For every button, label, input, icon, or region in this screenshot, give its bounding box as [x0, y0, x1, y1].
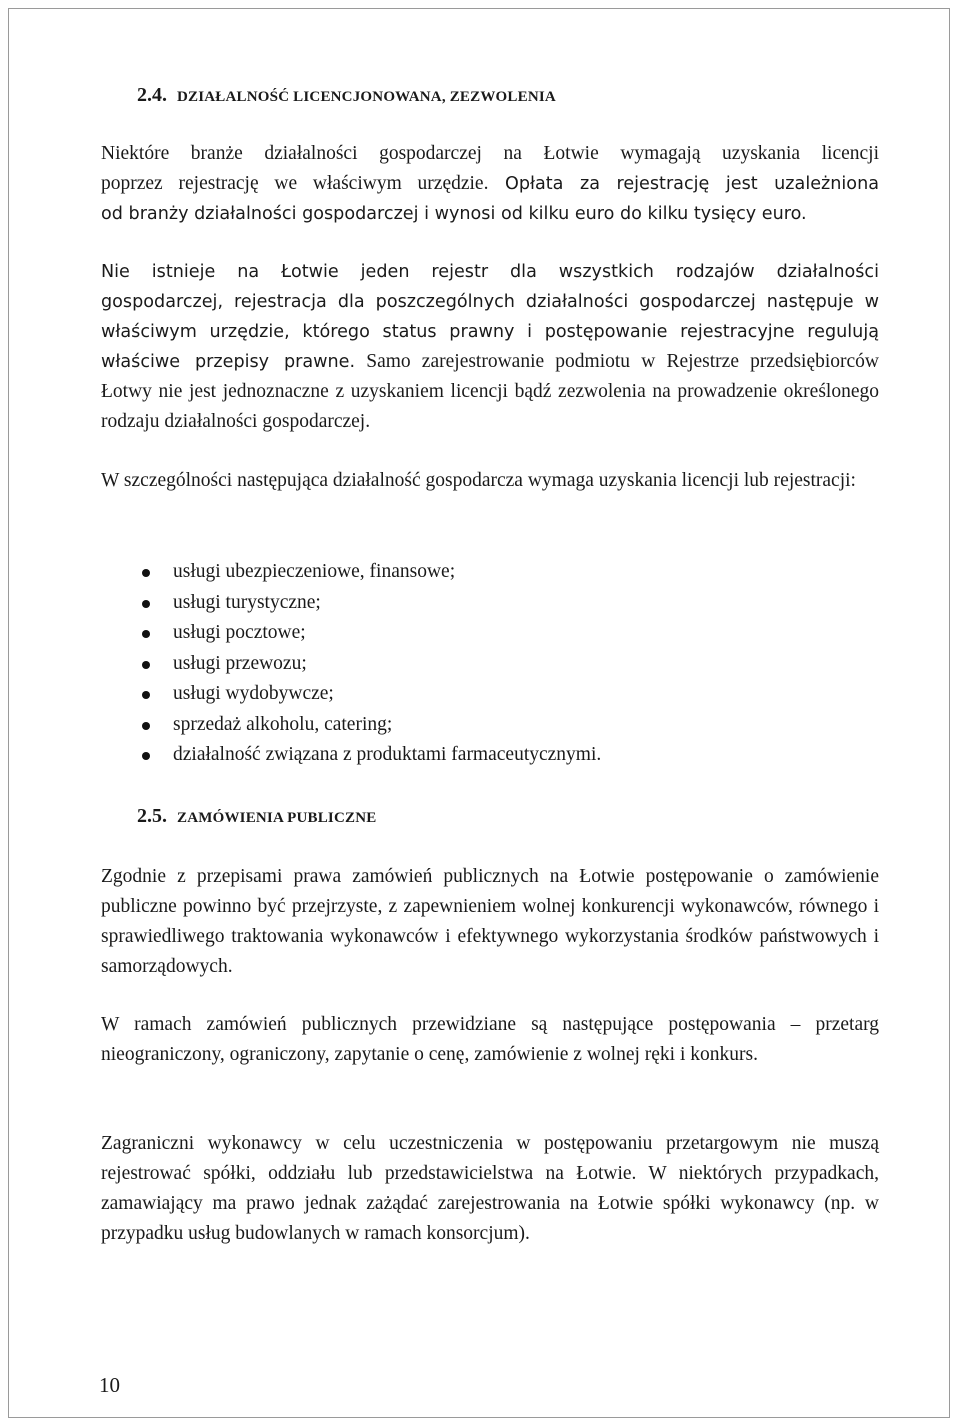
list-item-text: usługi pocztowe;	[173, 622, 306, 643]
activity-list	[101, 557, 601, 771]
list-item	[101, 740, 601, 771]
page-number: 10	[99, 1373, 120, 1397]
list-item	[101, 649, 601, 680]
paragraph-line: Niektóre branże działalności gospodarczej na Łotwie wymagają uzyskania licencji	[101, 143, 879, 164]
list-item	[101, 557, 601, 588]
list-item	[101, 618, 601, 649]
paragraph-fragment: Opłata za rejestrację jest uzależniona	[488, 174, 879, 194]
paragraph-public-procurement: Zgodnie z przepisami prawa zamówień publicznych na Łotwie postępowanie o zamówienie publiczne powinno być przejrzyste, z zapewnieniem wolnej konkurencji wykonawców, równego i sprawiedliwego traktowania wykonawców i efektywnego wykorzystania środków państwowych i samorządowych.	[101, 866, 879, 977]
list-item-text: usługi przewozu;	[173, 652, 307, 674]
section-heading-2-5	[137, 805, 376, 828]
bullet-icon	[142, 722, 150, 730]
paragraph-procedures: W ramach zamówień publicznych przewidziane są następujące postępowania – przetarg nieograniczony, ograniczony, zapytanie o cenę, zamówienie z wolnej ręki i konkurs.	[101, 1014, 879, 1065]
section-heading-2-4	[137, 84, 556, 107]
paragraph-line: od branży działalności gospodarczej i wynosi od kilku euro do kilku tysięcy euro.	[101, 204, 807, 224]
list-item-text: działalność związana z produktami farmaceutycznymi.	[173, 744, 602, 765]
section-number: 2.5.	[137, 805, 167, 827]
paragraph-registry	[101, 257, 879, 437]
list-item-text: usługi wydobywcze;	[173, 683, 334, 704]
section-title: DZIAŁALNOŚĆ LICENCJONOWANA, ZEZWOLENIA	[177, 89, 556, 105]
bullet-icon	[142, 691, 150, 699]
list-item-text: usługi ubezpieczeniowe, finansowe;	[173, 561, 456, 582]
paragraph-required-activities: W szczególności następująca działalność gospodarcza wymaga uzyskania licencji lub rejestracji:	[101, 470, 856, 491]
paragraph-line	[101, 169, 879, 199]
paragraph-fragment: Samo zarejestrowanie podmiotu w Rejestrze przedsiębiorców Łotwy nie jest jednoznaczne z uzyskaniem licencji bądź zezwolenia na prowadzenie określonego rodzaju działalności gospodarczej.	[101, 351, 879, 432]
bullet-icon	[142, 569, 150, 577]
bullet-icon	[142, 600, 150, 608]
paragraph-foreign-contractors: Zagraniczni wykonawcy w celu uczestniczenia w postępowaniu przetargowym nie muszą rejestrować spółki, oddziału lub przedstawicielstwa na Łotwie. W niektórych przypadkach, zamawiający ma prawo jednak zażądać zarejestrowania na Łotwie spółki wykonawcy (np. w przypadku usług budowlanych w ramach konsorcjum).	[101, 1133, 879, 1244]
paragraph-fragment: Nie istnieje na Łotwie jeden rejestr dla wszystkich rodzajów działalności gospodarczej, rejestracja dla poszczególnych działalności gospodarczej następuje w właściwym urzędzie, którego status prawny i postępowanie rejestracyjne regulują właściwe przepisy prawne.	[101, 262, 879, 372]
section-title: ZAMÓWIENIA PUBLICZNE	[177, 810, 377, 826]
paragraph-fragment: poprzez rejestrację we właściwym urzędzie.	[101, 173, 489, 194]
list-item	[101, 710, 601, 741]
list-item	[101, 679, 601, 710]
list-item-text: sprzedaż alkoholu, catering;	[173, 713, 393, 735]
bullet-icon	[142, 752, 150, 760]
list-item-text: usługi turystyczne;	[173, 591, 321, 613]
bullet-icon	[142, 661, 150, 669]
bullet-icon	[142, 630, 150, 638]
list-item	[101, 588, 601, 619]
section-number: 2.4.	[137, 84, 167, 106]
paragraph-licensing-intro	[101, 139, 879, 229]
